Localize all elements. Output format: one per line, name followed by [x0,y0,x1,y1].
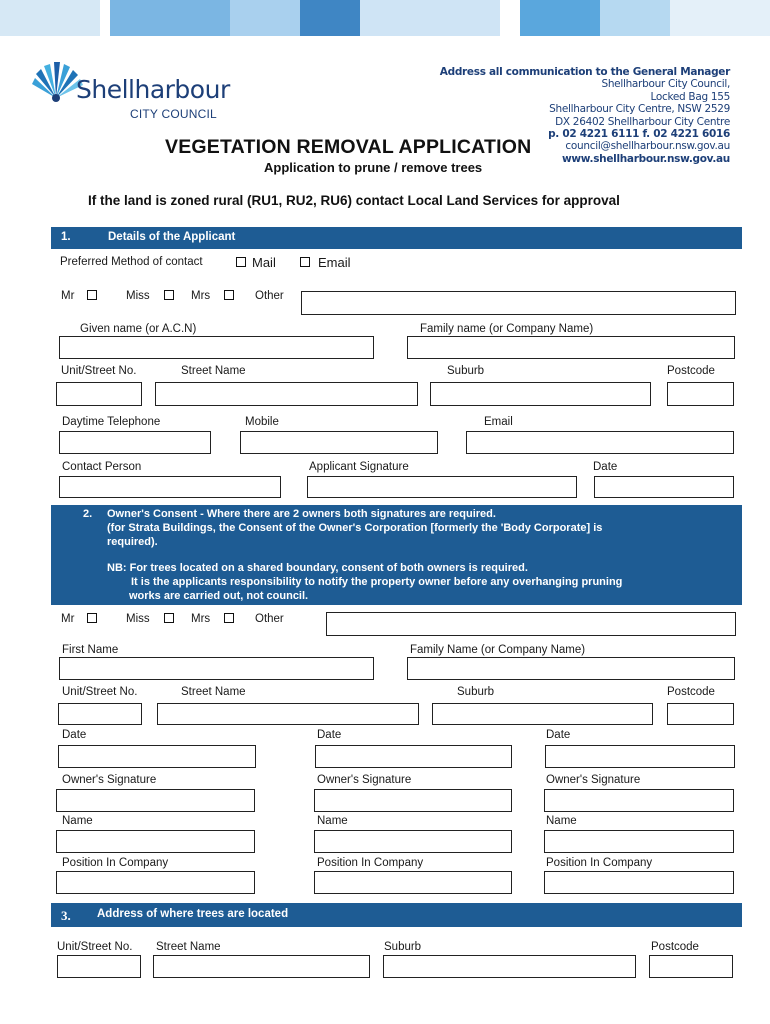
logo-name: Shellharbour [76,75,230,104]
section-3-header [51,903,742,927]
suburb-field[interactable] [430,382,651,406]
mobile-field[interactable] [240,431,438,454]
postcode-label: Postcode [667,365,715,377]
family-name-label: Family name (or Company Name) [420,323,594,335]
consent-line: (for Strata Buildings, the Consent of the Owner's Corporation [formerly the 'Body Corporate] is [107,522,603,534]
owner-mrs-label: Mrs [191,613,211,625]
strip-segment [0,0,100,36]
street-label: Street Name [181,365,246,377]
owner-3-date-label: Date [546,729,571,741]
logo-subtitle: CITY COUNCIL [130,107,217,121]
owner-3-signature-field[interactable] [544,789,734,812]
tree-street-field[interactable] [153,955,370,978]
owner-2-signature-label: Owner's Signature [317,774,412,786]
strip-segment [110,0,230,36]
rural-notice: If the land is zoned rural (RU1, RU2, RU6) contact Local Land Services for approval [88,193,620,208]
owner-mrs-checkbox[interactable] [224,613,234,623]
owner-2-signature-field[interactable] [314,789,512,812]
owner-street-label: Street Name [181,686,246,698]
nb-line: It is the applicants responsibility to notify the property owner before any overhanging pruning [131,576,623,588]
owner-postcode-label: Postcode [667,686,715,698]
mail-checkbox[interactable] [236,257,246,267]
date-field[interactable] [594,476,734,498]
section-number: 2. [83,508,93,520]
street-field[interactable] [155,382,418,406]
owner-3-position-field[interactable] [544,871,734,894]
tree-unit-label: Unit/Street No. [57,941,133,953]
owner-family-name-label: Family Name (or Company Name) [410,644,586,656]
owner-1-position-label: Position In Company [62,857,169,869]
owner-2-position-label: Position In Company [317,857,424,869]
owner-1-signature-label: Owner's Signature [62,774,157,786]
tree-postcode-field[interactable] [649,955,733,978]
suburb-label: Suburb [447,365,485,377]
miss-label: Miss [126,290,150,302]
section-number: 3. [61,908,71,923]
consent-line: Owner's Consent - Where there are 2 owners both signatures are required. [107,508,496,520]
strip-segment [360,0,500,36]
owner-3-position-label: Position In Company [546,857,653,869]
owner-other-title-field[interactable] [326,612,736,636]
owner-2-position-field[interactable] [314,871,512,894]
address-email: council@shellharbour.nsw.gov.au [565,140,730,153]
owner-unit-label: Unit/Street No. [62,686,138,698]
owner-suburb-label: Suburb [457,686,495,698]
header-strip [0,0,770,36]
other-label: Other [255,290,284,302]
strip-segment [520,0,600,36]
section-number: 1. [61,231,71,243]
owner-1-name-label: Name [62,815,93,827]
owner-1-position-field[interactable] [56,871,255,894]
mr-label: Mr [61,290,75,302]
address-line: Locked Bag 155 [650,90,730,103]
form-subtitle: Application to prune / remove trees [264,160,483,175]
tree-postcode-label: Postcode [651,941,699,953]
owner-mr-checkbox[interactable] [87,613,97,623]
address-phone: p. 02 4221 6111 f. 02 4221 6016 [548,128,730,141]
miss-checkbox[interactable] [164,290,174,300]
nb-line: NB: For trees located on a shared boundary, consent of both owners is required. [107,562,528,574]
form-title: VEGETATION REMOVAL APPLICATION [165,136,532,158]
owner-2-name-label: Name [317,815,348,827]
address-heading: Address all communication to the General Manager [439,66,730,78]
owner-3-name-label: Name [546,815,577,827]
section-heading: Details of the Applicant [108,231,236,243]
section-heading: Address of where trees are located [97,908,289,920]
mobile-label: Mobile [245,416,279,428]
section-1-header [51,227,742,249]
given-name-field[interactable] [59,336,374,359]
consent-line: required). [107,536,158,548]
nb-line: works are carried out, not council. [129,590,309,602]
mail-label: Mail [252,255,276,270]
owner-3-signature-label: Owner's Signature [546,774,641,786]
preferred-contact-label: Preferred Method of contact [60,256,203,268]
email-field[interactable] [466,431,734,454]
owner-2-name-field[interactable] [314,830,512,853]
given-name-label: Given name (or A.C.N) [80,323,197,335]
strip-segment [670,0,770,36]
family-name-field[interactable] [407,336,735,359]
mrs-label: Mrs [191,290,211,302]
email-checkbox[interactable] [300,257,310,267]
address-line: DX 26402 Shellharbour City Centre [555,115,730,128]
mr-checkbox[interactable] [87,290,97,300]
unit-label: Unit/Street No. [61,365,137,377]
first-name-label: First Name [62,644,119,656]
email-label: Email [318,255,351,270]
daytime-phone-field[interactable] [59,431,211,454]
unit-field[interactable] [56,382,142,406]
owner-postcode-field[interactable] [667,703,734,725]
owner-street-field[interactable] [157,703,419,725]
owner-2-date-field[interactable] [315,745,512,768]
owner-unit-field[interactable] [58,703,142,725]
email-address-label: Email [484,416,513,428]
owner-3-name-field[interactable] [544,830,734,853]
tree-suburb-field[interactable] [383,955,636,978]
owner-family-name-field[interactable] [407,657,735,680]
owner-1-name-field[interactable] [56,830,255,853]
owner-miss-label: Miss [126,613,150,625]
owner-2-date-label: Date [317,729,342,741]
owner-suburb-field[interactable] [432,703,653,725]
strip-segment [230,0,300,36]
address-line: Shellharbour City Council, [601,78,730,91]
date-label: Date [593,461,618,473]
tree-unit-field[interactable] [57,955,141,978]
tree-suburb-label: Suburb [384,941,422,953]
owner-1-date-label: Date [62,729,87,741]
applicant-signature-field[interactable] [307,476,577,498]
owner-mr-label: Mr [61,613,75,625]
strip-segment [300,0,360,36]
contact-person-label: Contact Person [62,461,142,473]
postcode-field[interactable] [667,382,734,406]
tree-street-label: Street Name [156,941,221,953]
daytime-phone-label: Daytime Telephone [62,416,161,428]
strip-segment [600,0,670,36]
owner-1-signature-field[interactable] [56,789,255,812]
owner-3-date-field[interactable] [545,745,735,768]
owner-1-date-field[interactable] [58,745,256,768]
contact-person-field[interactable] [59,476,281,498]
applicant-signature-label: Applicant Signature [309,461,409,473]
address-line: Shellharbour City Centre, NSW 2529 [549,103,730,116]
address-web: www.shellharbour.nsw.gov.au [562,152,730,165]
owner-miss-checkbox[interactable] [164,613,174,623]
owner-other-label: Other [255,613,284,625]
other-title-field[interactable] [301,291,736,315]
mrs-checkbox[interactable] [224,290,234,300]
council-logo [30,50,240,125]
first-name-field[interactable] [59,657,374,680]
section-2-header [51,505,742,605]
